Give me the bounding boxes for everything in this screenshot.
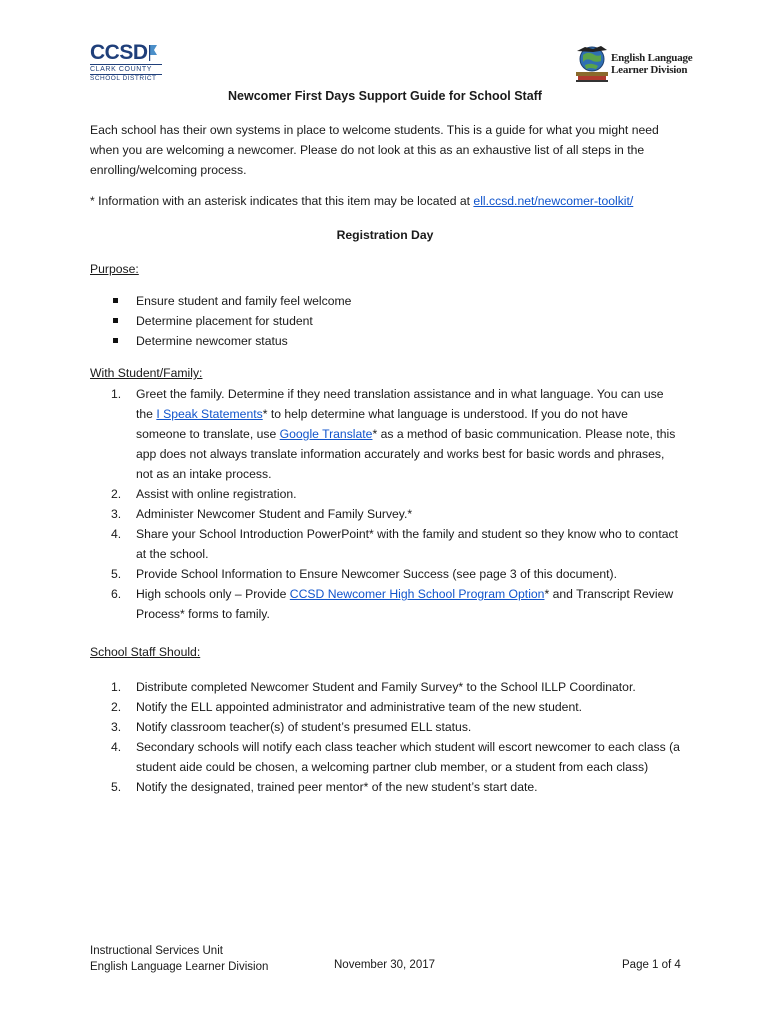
- list-item: Determine newcomer status: [111, 332, 351, 352]
- list-item: Ensure student and family feel welcome: [111, 292, 351, 312]
- footer-unit-name: Instructional Services Unit: [90, 945, 223, 957]
- newcomer-toolkit-link[interactable]: ell.ccsd.net/newcomer-toolkit/: [473, 194, 634, 208]
- list-item: 4. Share your School Introduction PowerPoint* with the family and student so they know who to contact at the school.: [111, 527, 678, 561]
- list-item: Determine placement for student: [111, 312, 351, 332]
- bullet-icon: [113, 338, 118, 343]
- purpose-heading: Purpose:: [90, 262, 139, 276]
- ell-logo-line2: Learner Division: [611, 64, 688, 76]
- list-item: 1. Distribute completed Newcomer Student and Family Survey* to the School ILLP Coordinator.: [111, 680, 636, 694]
- footer-division: English Language Learner Division: [90, 961, 269, 973]
- list-item: 2. Notify the ELL appointed administrator and administrative team of the new student.: [111, 700, 582, 714]
- list-item: 3. Notify classroom teacher(s) of student’s presumed ELL status.: [111, 720, 472, 734]
- ccsd-newcomer-hs-program-link[interactable]: CCSD Newcomer High School Program Option: [289, 587, 545, 601]
- list-item: 6. High schools only – Provide CCSD Newcomer High School Program Option* and Transcript Review Process* forms to family.: [111, 587, 674, 621]
- bullet-icon: [113, 298, 118, 303]
- list-item: 2. Assist with online registration.: [111, 487, 297, 501]
- ell-logo-line1: English Language: [611, 52, 693, 64]
- ccsd-logo-line2: SCHOOL DISTRICT: [90, 74, 162, 83]
- i-speak-statements-link[interactable]: I Speak Statements: [156, 407, 263, 421]
- footer-unit: [90, 943, 268, 975]
- purpose-list: [111, 292, 351, 352]
- registration-day-heading: Registration Day: [336, 228, 434, 242]
- footer-page-number: Page 1 of 4: [622, 959, 681, 971]
- document-title: Newcomer First Days Support Guide for School Staff: [228, 89, 542, 103]
- list-item: 3. Administer Newcomer Student and Family Survey.*: [111, 507, 413, 521]
- ell-division-logo: [573, 43, 693, 83]
- ccsd-logo-main: CCSD: [90, 41, 148, 64]
- globe-books-icon: [573, 43, 611, 83]
- with-student-family-heading: With Student/Family:: [90, 366, 203, 380]
- google-translate-link[interactable]: Google Translate: [279, 427, 373, 441]
- asterisk-note: [90, 194, 633, 208]
- intro-paragraph: Each school has their own systems in place to welcome students. This is a guide for what you might need when you are welcoming a newcomer. Please do not look at this as an exhaustive list of all steps in the enrolling/welcoming process.: [90, 123, 659, 177]
- ccsd-logo-line1: CLARK COUNTY: [90, 64, 162, 74]
- school-staff-heading: School Staff Should:: [90, 645, 201, 659]
- footer-date: November 30, 2017: [334, 959, 436, 971]
- list-item: 1. Greet the family. Determine if they need translation assistance and in what language. You can use the I Speak Statements* to help determine what language is understood. If you do not have someone to translate, use Google Translate* as a method of basic communication. Please note, this app does not always translate information accurately and works best for basic words and phrases, not as an intake process.: [111, 387, 676, 481]
- list-item: 4. Secondary schools will notify each class teacher which student will escort newcomer to each class (a student aide could be chosen, a welcoming partner club member, or a student from each class): [111, 740, 680, 774]
- bullet-icon: [113, 318, 118, 323]
- flag-icon: [148, 44, 158, 62]
- asterisk-note-text: * Information with an asterisk indicates that this item may be located at: [90, 194, 474, 208]
- list-item: 5. Notify the designated, trained peer mentor* of the new student’s start date.: [111, 780, 538, 794]
- list-item: 5. Provide School Information to Ensure Newcomer Success (see page 3 of this document).: [111, 567, 617, 581]
- with-student-family-list: [111, 384, 681, 624]
- ccsd-logo: [90, 42, 162, 84]
- school-staff-list: [111, 677, 681, 797]
